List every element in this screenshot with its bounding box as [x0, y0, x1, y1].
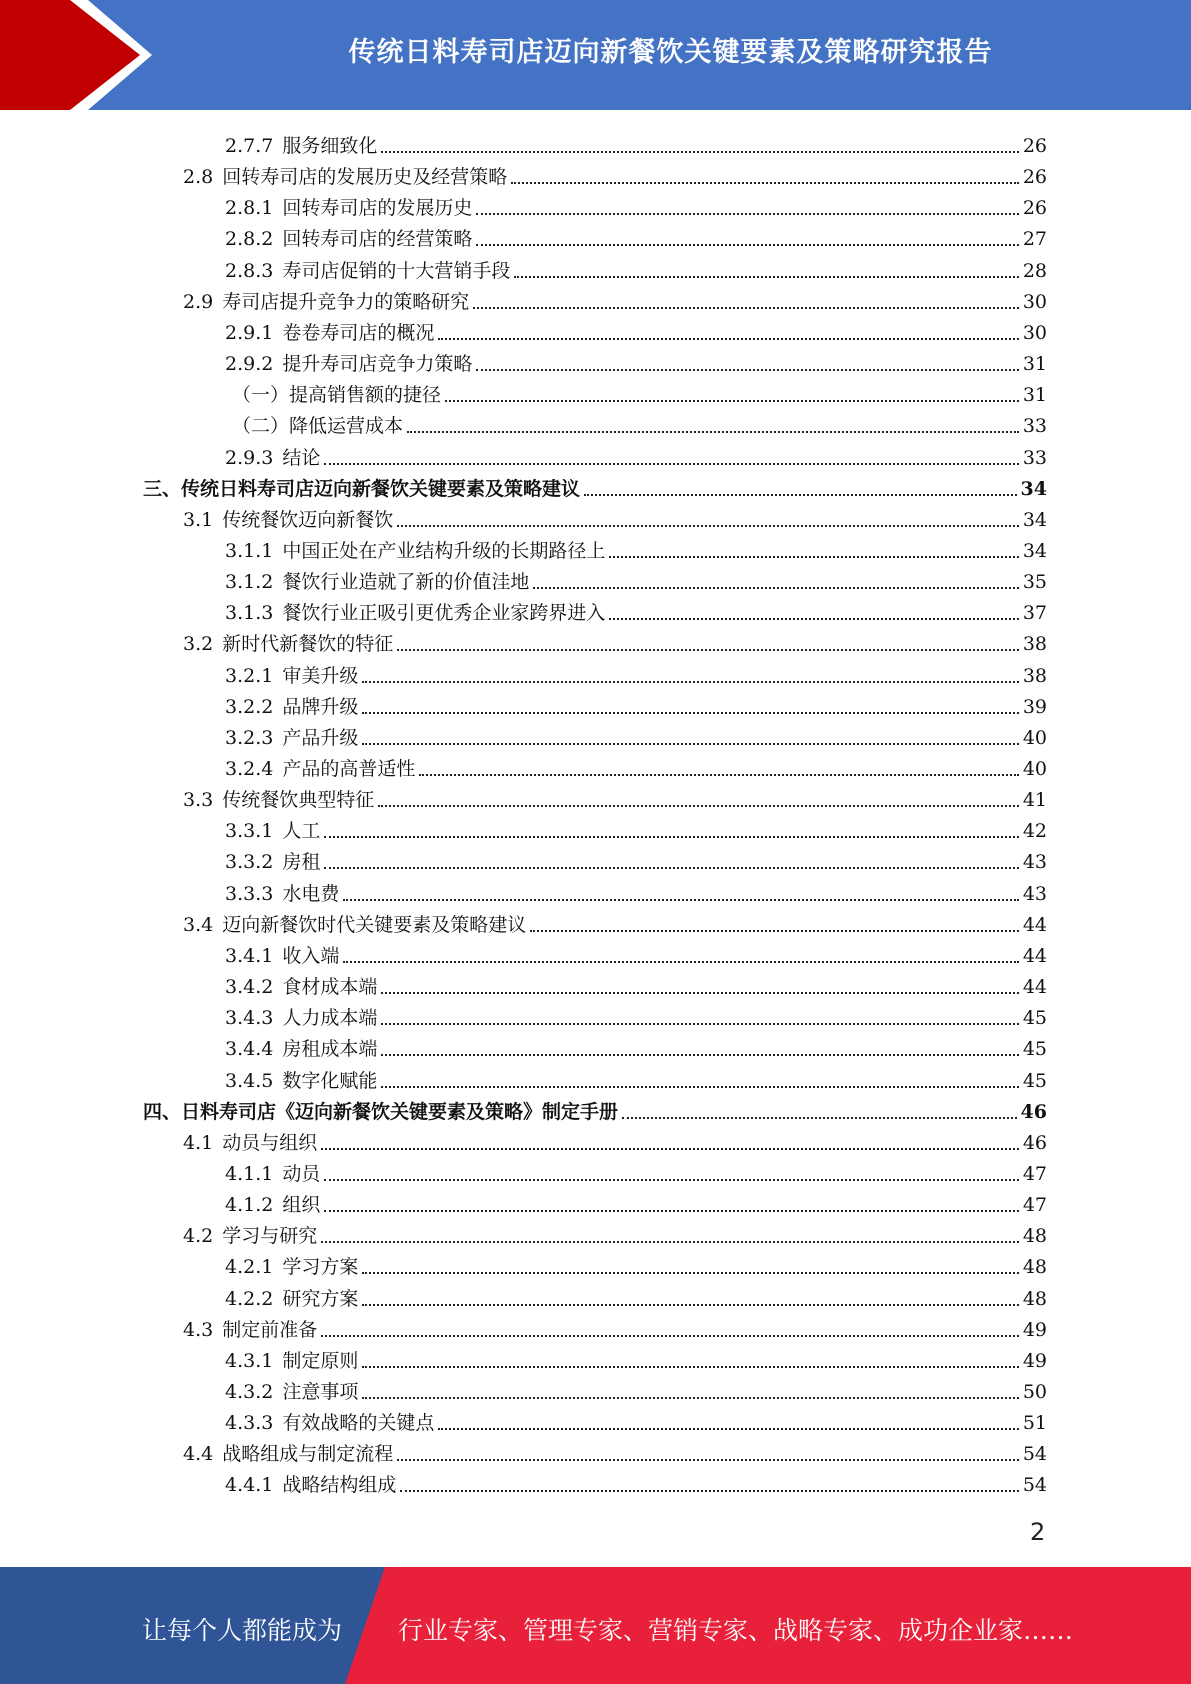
toc-entry[interactable] [183, 158, 1047, 189]
toc-dot-leader [321, 1241, 1019, 1243]
toc-entry[interactable] [183, 1435, 1047, 1466]
toc-dot-leader [381, 151, 1018, 153]
toc-entry-page: 45 [1022, 1038, 1047, 1061]
toc-dot-leader [476, 369, 1018, 371]
toc-dot-leader [584, 494, 1017, 496]
toc-entry[interactable] [225, 937, 1047, 968]
toc-entry-page: 45 [1022, 1069, 1047, 1092]
toc-dot-leader [381, 1054, 1018, 1056]
toc-entry-number: 3.1.3 [225, 602, 274, 625]
toc-entry[interactable] [183, 625, 1047, 656]
toc-entry-number: 4.1.1 [225, 1162, 274, 1185]
toc-entry-page: 43 [1022, 882, 1047, 905]
toc-entry-label: 数字化赋能 [282, 1069, 378, 1092]
toc-entry[interactable] [225, 1466, 1047, 1497]
toc-entry[interactable] [225, 688, 1047, 719]
toc-entry-page: 28 [1022, 259, 1047, 282]
toc-entry-number: 4.2.1 [225, 1256, 274, 1279]
toc-entry-page: 47 [1022, 1162, 1047, 1185]
toc-entry-page: 54 [1022, 1443, 1047, 1466]
toc-entry[interactable] [225, 1062, 1047, 1093]
toc-entry-number: 2.8.1 [225, 197, 274, 220]
toc-entry-label: 动员与组织 [222, 1131, 318, 1154]
toc-chapter-entry[interactable] [143, 1093, 1047, 1124]
toc-dot-leader [324, 1210, 1018, 1212]
toc-entry-label: （二）降低运营成本 [232, 415, 404, 438]
toc-entry-page: 43 [1022, 851, 1047, 874]
toc-entry-number: 3.2.3 [225, 726, 274, 749]
toc-entry-number: 2.7.7 [225, 135, 274, 157]
toc-entry-number: 2.9.1 [225, 321, 274, 344]
toc-dot-leader [324, 463, 1018, 465]
toc-dot-leader [400, 1490, 1018, 1492]
toc-entry[interactable] [225, 750, 1047, 781]
toc-entry-number: 3.4.5 [225, 1069, 274, 1092]
toc-entry-number: 2.9 [183, 290, 214, 313]
toc-entry-label: 回转寿司店的发展历史及经营策略 [222, 166, 508, 189]
toc-entry-number: 4.4 [183, 1443, 214, 1466]
toc-entry-number: 3.3 [183, 789, 214, 812]
toc-dot-leader [343, 899, 1018, 901]
toc-entry-label: 三、传统日料寿司店迈向新餐饮关键要素及策略建议 [143, 477, 581, 500]
toc-entry[interactable] [225, 345, 1047, 376]
toc-entry-label: 回转寿司店的经营策略 [282, 228, 473, 251]
page-number: 2 [1030, 1518, 1046, 1546]
toc-entry-number: 4.3.2 [225, 1381, 274, 1403]
toc-entry-page: 34 [1020, 477, 1047, 500]
report-title: 传统日料寿司店迈向新餐饮关键要素及策略研究报告 [348, 37, 993, 68]
toc-dot-leader [609, 618, 1018, 620]
header-arrow-icon [0, 0, 140, 110]
toc-dot-leader [381, 1023, 1018, 1025]
toc-entry-label: 服务细致化 [282, 135, 378, 157]
toc-dot-leader [324, 1179, 1018, 1181]
toc-entry[interactable] [225, 532, 1047, 563]
toc-entry[interactable] [225, 657, 1047, 688]
toc-entry-label: 四、日料寿司店《迈向新餐饮关键要素及策略》制定手册 [143, 1100, 619, 1123]
toc-entry-page: 38 [1022, 633, 1047, 656]
toc-dot-leader [362, 1272, 1018, 1274]
toc-entry-label: 新时代新餐饮的特征 [222, 633, 394, 656]
toc-entry-label: 注意事项 [282, 1381, 359, 1403]
toc-entry-number: 3.4.2 [225, 976, 274, 999]
toc-dot-leader [362, 1304, 1018, 1306]
toc-entry-number: 3.2.2 [225, 695, 274, 718]
toc-dot-leader [445, 400, 1019, 402]
toc-entry-number: 3.1.2 [225, 571, 274, 594]
toc-entry[interactable] [225, 439, 1047, 470]
toc-entry[interactable] [183, 906, 1047, 937]
toc-entry-number: 4.3.3 [225, 1412, 274, 1435]
toc-entry[interactable] [183, 501, 1047, 532]
toc-entry-page: 42 [1022, 820, 1047, 843]
toc-entry-number: 2.8 [183, 166, 214, 189]
toc-entry-number: 4.2 [183, 1225, 214, 1248]
toc-entry-page: 47 [1022, 1194, 1047, 1217]
toc-entry-page: 35 [1022, 571, 1047, 594]
toc-entry-label: 收入端 [282, 944, 340, 967]
toc-entry[interactable] [225, 1342, 1047, 1373]
toc-entry[interactable] [225, 1186, 1047, 1217]
toc-dot-leader [343, 961, 1018, 963]
toc-dot-leader [419, 774, 1018, 776]
toc-entry-page: 48 [1022, 1225, 1047, 1248]
page-footer [0, 1567, 1191, 1684]
toc-entry-page: 46 [1020, 1100, 1047, 1123]
toc-entry-page: 46 [1022, 1131, 1047, 1154]
toc-entry-number: 3.3.2 [225, 851, 274, 874]
toc-entry[interactable] [183, 1217, 1047, 1248]
toc-dot-leader [438, 1428, 1018, 1430]
toc-dot-leader [362, 712, 1018, 714]
toc-entry-number: 4.1.2 [225, 1194, 274, 1217]
toc-entry[interactable] [225, 189, 1047, 220]
toc-entry-number: 3.4 [183, 913, 214, 936]
toc-entry[interactable] [183, 283, 1047, 314]
toc-entry[interactable] [183, 1124, 1047, 1155]
toc-dot-leader [381, 1086, 1018, 1088]
toc-entry-number: 3.3.1 [225, 820, 274, 843]
toc-entry[interactable] [225, 252, 1047, 283]
toc-entry-number: 3.2.1 [225, 664, 274, 687]
toc-entry-label: 房租 [282, 851, 321, 874]
toc-entry-page: 49 [1022, 1318, 1047, 1341]
toc-entry-label: 学习方案 [282, 1256, 359, 1279]
toc-dot-leader [362, 743, 1018, 745]
toc-entry-page: 33 [1022, 415, 1047, 438]
page-header [0, 0, 1191, 110]
toc-entry[interactable] [225, 968, 1047, 999]
toc-entry-label: 中国正处在产业结构升级的长期路径上 [282, 539, 606, 562]
toc-entry-label: 传统餐饮迈向新餐饮 [222, 508, 394, 531]
toc-entry-page: 48 [1022, 1287, 1047, 1310]
toc-entry-label: 餐饮行业正吸引更优秀企业家跨界进入 [282, 602, 606, 625]
toc-dot-leader [609, 556, 1018, 558]
toc-entry-label: 食材成本端 [282, 976, 378, 999]
toc-entry-label: 结论 [282, 446, 321, 469]
toc-entry[interactable] [225, 563, 1047, 594]
toc-entry-page: 31 [1022, 353, 1047, 376]
toc-dot-leader [511, 182, 1019, 184]
toc-entry-label: 组织 [282, 1194, 321, 1217]
toc-dot-leader [407, 431, 1019, 433]
toc-entry-number: 4.3 [183, 1318, 214, 1341]
toc-entry-number: 3.2 [183, 633, 214, 656]
toc-entry-number: 3.2.4 [225, 758, 274, 780]
toc-entry-page: 50 [1022, 1381, 1047, 1403]
toc-dot-leader [476, 244, 1018, 246]
toc-chapter-entry[interactable] [143, 470, 1047, 501]
toc-dot-leader [622, 1117, 1017, 1119]
toc-entry[interactable] [225, 314, 1047, 345]
toc-entry-number: 3.4.1 [225, 944, 274, 967]
toc-entry-label: 制定前准备 [222, 1318, 318, 1341]
toc-entry-page: 26 [1022, 166, 1047, 189]
toc-entry-page: 45 [1022, 1007, 1047, 1030]
toc-entry-number: 3.1 [183, 508, 214, 531]
footer-slogan-right: 行业专家、管理专家、营销专家、战略专家、成功企业家…… [398, 1616, 1074, 1645]
toc-entry-page: 30 [1022, 290, 1047, 313]
toc-entry-number: 2.9.2 [225, 353, 274, 376]
toc-entry[interactable] [225, 1030, 1047, 1061]
toc-entry-number: 3.4.3 [225, 1007, 274, 1030]
toc-entry-label: 制定原则 [282, 1349, 359, 1372]
toc-entry[interactable] [183, 1311, 1047, 1342]
toc-entry[interactable] [225, 1248, 1047, 1279]
toc-entry[interactable] [225, 127, 1047, 158]
toc-entry-label: 审美升级 [282, 664, 359, 687]
toc-entry-label: 传统餐饮典型特征 [222, 789, 375, 812]
toc-dot-leader [362, 1397, 1018, 1399]
toc-entry-number: 3.1.1 [225, 539, 274, 562]
toc-dot-leader [438, 338, 1018, 340]
toc-dot-leader [533, 587, 1018, 589]
toc-dot-leader [397, 1459, 1019, 1461]
toc-entry-label: 人工 [282, 820, 321, 843]
toc-entry[interactable] [225, 1373, 1047, 1404]
toc-entry-page: 26 [1022, 197, 1047, 220]
toc-entry-page: 37 [1022, 602, 1047, 625]
toc-entry-label: 迈向新餐饮时代关键要素及策略建议 [222, 913, 527, 936]
toc-entry-label: 产品升级 [282, 726, 359, 749]
toc-entry-page: 40 [1022, 758, 1047, 780]
toc-entry-page: 26 [1022, 135, 1047, 157]
toc-entry[interactable] [225, 999, 1047, 1030]
toc-entry-page: 27 [1022, 228, 1047, 251]
toc-entry[interactable] [225, 875, 1047, 906]
toc-entry-label: 研究方案 [282, 1287, 359, 1310]
toc-entry[interactable] [225, 843, 1047, 874]
toc-entry-page: 44 [1022, 944, 1047, 967]
toc-entry-page: 34 [1022, 508, 1047, 531]
toc-dot-leader [378, 805, 1019, 807]
toc-entry-number: 4.2.2 [225, 1287, 274, 1310]
toc-dot-leader [473, 307, 1019, 309]
toc-dot-leader [321, 1148, 1019, 1150]
toc-entry[interactable] [183, 781, 1047, 812]
toc-dot-leader [324, 836, 1018, 838]
toc-entry-page: 51 [1022, 1412, 1047, 1435]
toc-entry-label: 战略组成与制定流程 [222, 1443, 394, 1466]
toc-entry-label: 回转寿司店的发展历史 [282, 197, 473, 220]
toc-entry-label: 寿司店提升竞争力的策略研究 [222, 290, 470, 313]
toc-dot-leader [362, 1366, 1018, 1368]
toc-dot-leader [397, 649, 1019, 651]
toc-entry-number: 2.8.3 [225, 259, 274, 282]
toc-entry-page: 33 [1022, 446, 1047, 469]
toc-entry-label: 学习与研究 [222, 1225, 318, 1248]
toc-dot-leader [381, 992, 1018, 994]
toc-dot-leader [362, 681, 1018, 683]
toc-entry-label: 产品的高普适性 [282, 758, 416, 780]
toc-dot-leader [324, 867, 1018, 869]
toc-entry-page: 31 [1022, 384, 1047, 407]
toc-entry-label: 动员 [282, 1162, 321, 1185]
toc-entry-label: 品牌升级 [282, 695, 359, 718]
toc-entry[interactable] [232, 407, 1047, 438]
toc-dot-leader [397, 525, 1019, 527]
toc-entry-page: 54 [1022, 1474, 1047, 1497]
toc-entry[interactable] [225, 1404, 1047, 1435]
toc-entry-number: 4.4.1 [225, 1474, 274, 1497]
toc-dot-leader [476, 213, 1018, 215]
toc-entry-page: 44 [1022, 976, 1047, 999]
toc-entry-label: 人力成本端 [282, 1007, 378, 1030]
toc-entry[interactable] [225, 594, 1047, 625]
toc-entry-number: 3.3.3 [225, 882, 274, 905]
toc-entry[interactable] [225, 1155, 1047, 1186]
toc-entry-label: 有效战略的关键点 [282, 1412, 435, 1435]
toc-entry-number: 2.8.2 [225, 228, 274, 251]
toc-entry-number: 4.1 [183, 1131, 214, 1154]
toc-entry-page: 30 [1022, 321, 1047, 344]
toc-entry-page: 38 [1022, 664, 1047, 687]
toc-entry[interactable] [225, 1280, 1047, 1311]
toc-entry-label: 战略结构组成 [282, 1474, 397, 1497]
toc-entry-page: 39 [1022, 695, 1047, 718]
toc-entry-page: 34 [1022, 539, 1047, 562]
toc-entry-page: 48 [1022, 1256, 1047, 1279]
toc-entry-label: 餐饮行业造就了新的价值洼地 [282, 571, 530, 594]
toc-entry[interactable] [225, 220, 1047, 251]
toc-entry-page: 44 [1022, 913, 1047, 936]
toc-entry-label: 水电费 [282, 882, 340, 905]
toc-entry-page: 49 [1022, 1349, 1047, 1372]
footer-slogan-left: 让每个人都能成为 [142, 1616, 343, 1645]
toc-entry-number: 4.3.1 [225, 1349, 274, 1372]
toc-dot-leader [530, 930, 1019, 932]
toc-entry-label: 房租成本端 [282, 1038, 378, 1061]
toc-entry[interactable] [225, 719, 1047, 750]
toc-dot-leader [321, 1335, 1019, 1337]
toc-entry[interactable] [225, 812, 1047, 843]
toc-entry[interactable] [232, 376, 1047, 407]
toc-entry-page: 40 [1022, 726, 1047, 749]
toc-entry-page: 41 [1022, 789, 1047, 812]
toc-entry-label: 寿司店促销的十大营销手段 [282, 259, 511, 282]
toc-dot-leader [514, 276, 1018, 278]
toc-entry-number: 3.4.4 [225, 1038, 274, 1061]
toc-entry-number: 2.9.3 [225, 446, 274, 469]
toc-entry-label: 提升寿司店竞争力策略 [282, 353, 473, 376]
toc-entry-label: （一）提高销售额的捷径 [232, 384, 442, 407]
toc-entry-label: 卷卷寿司店的概况 [282, 321, 435, 344]
